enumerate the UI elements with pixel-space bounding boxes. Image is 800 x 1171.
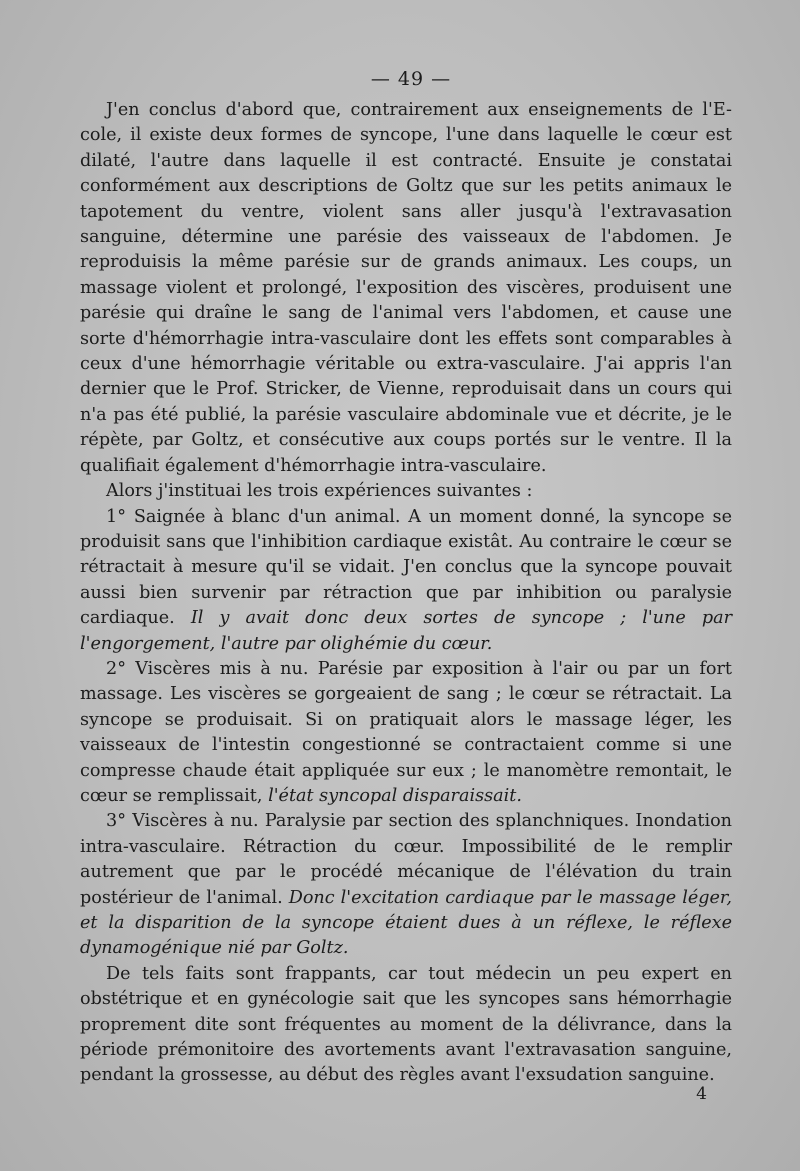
signature-mark: 4 xyxy=(696,1084,707,1104)
book-page xyxy=(80,68,732,1089)
text-run: 3° Viscères à nu. Paralysie par section des splanchniques. Inondation intra-vasculaire. Rétraction du cœur. Impossibilité de le remplir autrement que par le procédé mécanique de l'élévation du train postérieur de l'animal. xyxy=(80,811,732,908)
paragraph xyxy=(80,657,732,809)
paragraph xyxy=(80,98,732,479)
text-run: De tels faits sont frappants, car tout médecin un peu expert en obstétrique et en gynécologie sait que les syncopes sans hémorrhagie proprement dite sont fréquentes au moment de la délivrance, dans la période prémonitoire des avortements avant l'extravasation sanguine, pendant la grossesse, au début des règles avant l'exsudation sanguine. xyxy=(80,963,732,1086)
paragraph xyxy=(80,962,732,1089)
text-run: 2° Viscères mis à nu. Parésie par exposition à l'air ou par un fort massage. Les viscères se gorgeaient de sang ; le cœur se rétractait. La syncope se produisait. Si on pratiquait alors le massage léger, les vaisseaux de l'intestin congestionné se contractaient comme si une compresse chaude était appliquée sur eux ; le manomètre remontait, le cœur se remplissait, xyxy=(80,658,732,806)
page-number: — 49 — xyxy=(370,68,452,90)
text-run: Alors j'instituai les trois expériences suivantes : xyxy=(106,481,533,502)
paragraph xyxy=(80,505,732,657)
page-body xyxy=(80,98,732,1089)
italic-text-run: Il y avait donc deux sortes de syncope ; l'une par l'engorgement, l'autre par olighémie du cœur. xyxy=(80,608,732,654)
paragraph xyxy=(80,479,732,504)
italic-text-run: Donc l'excitation cardiaque par le massage léger, et la disparition de la syncope étaient dues à un réflexe, le réflexe dynamogénique nié par Goltz. xyxy=(80,887,732,959)
italic-text-run: l'état syncopal disparaissait. xyxy=(268,785,522,806)
paragraph xyxy=(80,809,732,961)
text-run: 1° Saignée à blanc d'un animal. A un moment donné, la syncope se produisit sans que l'inhibition cardiaque existât. Au contraire le cœur se rétractait à mesure qu'il se vidait. J'en conclus que la syncope pouvait aussi bien survenir par rétraction que par inhibition ou paralysie cardiaque. xyxy=(80,506,732,629)
text-run: J'en conclus d'abord que, contrairement aux enseignements de l'E-cole, il existe deux formes de syncope, l'une dans laquelle le cœur est dilaté, l'autre dans laquelle il est contracté. Ensuite je constatai conformément aux descriptions de Goltz que sur les petits animaux le tapotement du ventre, violent sans aller jusqu'à l'extravasation sanguine, détermine une parésie des vaisseaux de l'abdomen. Je reproduisis la même parésie sur de grands animaux. Les coups, un massage violent et prolongé, l'exposition des viscères, produisent une parésie qui draîne le sang de l'animal vers l'abdomen, et cause une sorte d'hémorrhagie intra-vasculaire dont les effets sont comparables à ceux d'une hémorrhagie véritable ou extra-vasculaire. J'ai appris l'an dernier que le Prof. Stricker, de Vienne, reproduisait dans un cours qui n'a pas été publié, la parésie vasculaire abdominale vue et décrite, je le répète, par Goltz, et consécutive aux coups portés sur le ventre. Il la qualifiait également d'hémorrhagie intra-vasculaire. xyxy=(80,100,732,476)
